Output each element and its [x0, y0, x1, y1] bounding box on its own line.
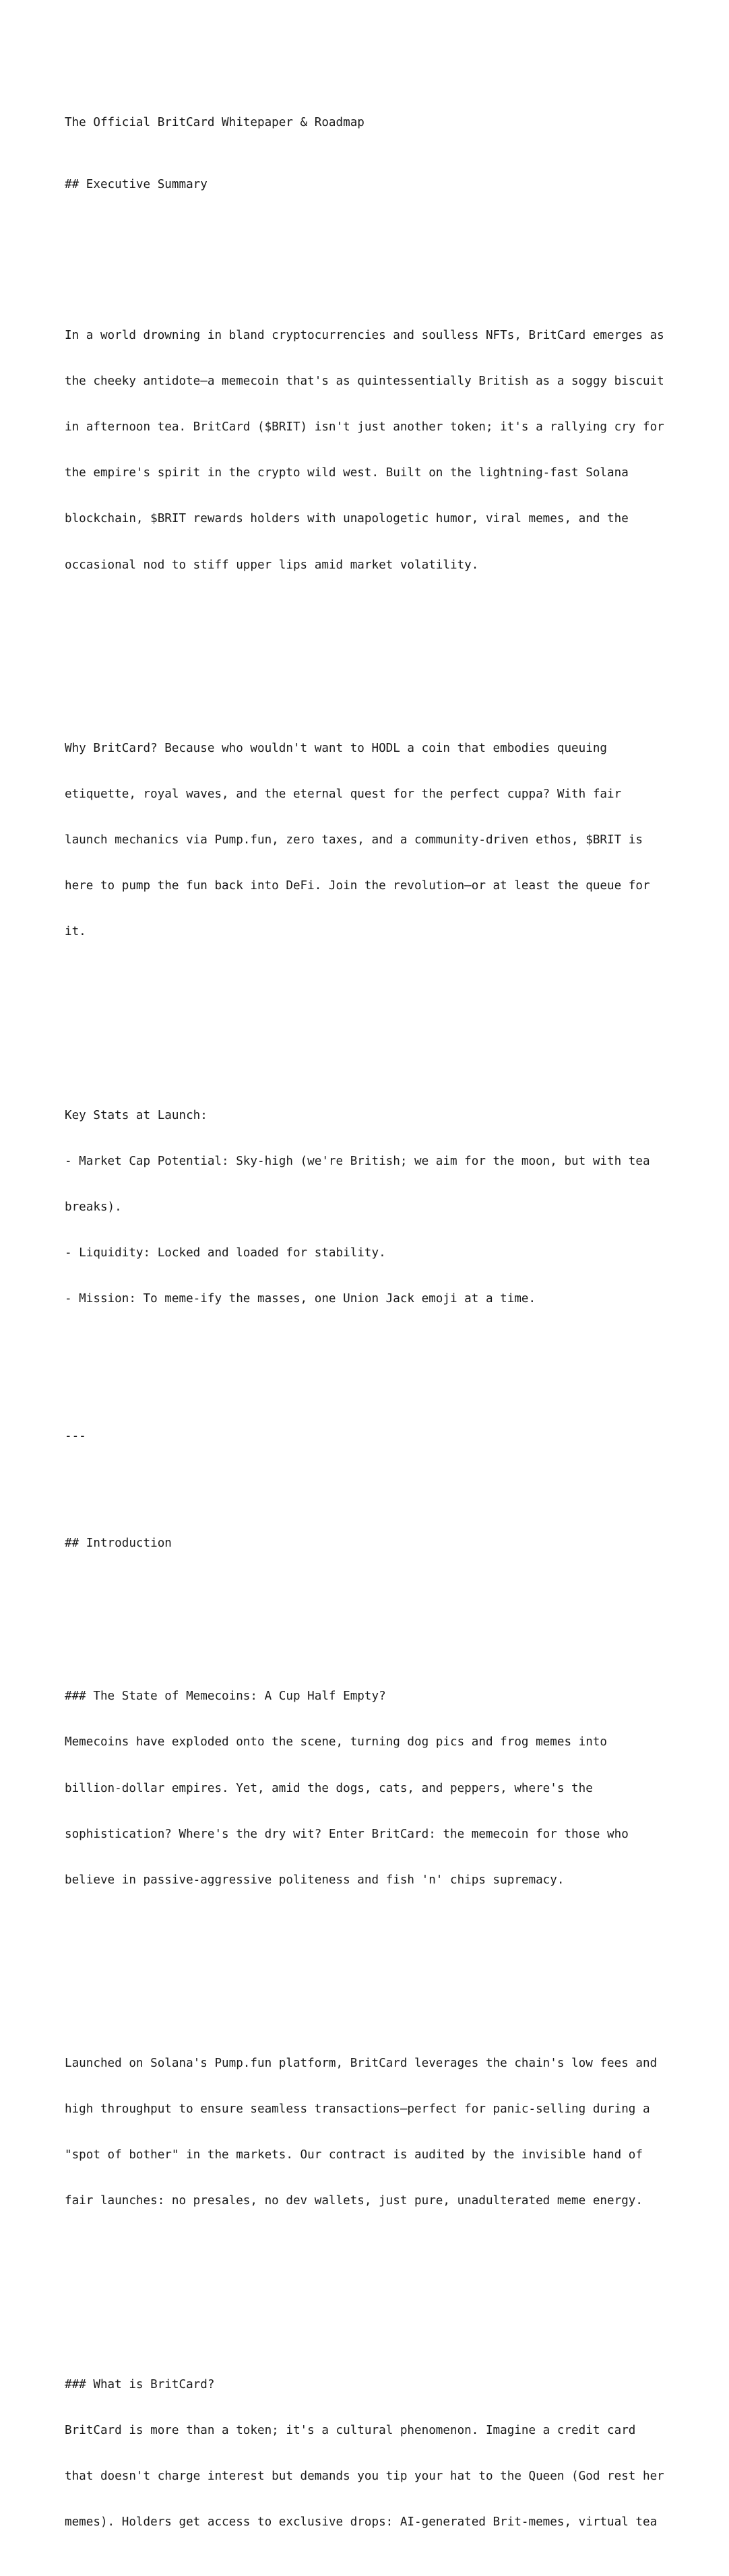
- section-state-of-memecoins: [65, 1659, 671, 1919]
- paragraph-launch: [65, 2026, 671, 2240]
- paragraph-line: believe in passive-aggressive politeness and fish 'n' chips supremacy.: [65, 1873, 565, 1887]
- list-item: - Market Cap Potential: Sky-high (we're British; we aim for the moon, but with tea: [65, 1154, 650, 1168]
- paragraph-line: In a world drowning in bland cryptocurrencies and soulless NFTs, BritCard emerges as: [65, 329, 664, 343]
- section-what-is-britcard: [65, 2346, 671, 2561]
- paragraph-line: the cheeky antidote—a memecoin that's as quintessentially British as a soggy biscuit: [65, 375, 664, 389]
- paragraph-line: high throughput to ensure seamless transactions—perfect for panic-selling during a: [65, 2102, 650, 2117]
- paragraph-line: Launched on Solana's Pump.fun platform, BritCard leverages the chain's low fees and: [65, 2057, 658, 2071]
- paragraph-line: BritCard is more than a token; it's a cultural phenomenon. Imagine a credit card: [65, 2423, 636, 2437]
- document-title: The Official BritCard Whitepaper & Roadmap: [65, 116, 364, 130]
- list-item: breaks).: [65, 1200, 122, 1214]
- paragraph-line: that doesn't charge interest but demands you tip your hat to the Queen (God rest her: [65, 2469, 664, 2483]
- paragraph-line: Memecoins have exploded onto the scene, turning dog pics and frog memes into: [65, 1735, 608, 1749]
- paragraph-line: in afternoon tea. BritCard ($BRIT) isn't just another token; it's a rallying cry for: [65, 420, 664, 434]
- paragraph-line: fair launches: no presales, no dev wallets, just pure, unadulterated meme energy.: [65, 2194, 643, 2208]
- paragraph-line: the empire's spirit in the crypto wild west. Built on the lightning-fast Solana: [65, 466, 629, 480]
- paragraph-line: occasional nod to stiff upper lips amid market volatility.: [65, 558, 479, 572]
- document-page: [65, 85, 671, 2576]
- subheading-what-is-britcard: ### What is BritCard?: [65, 2377, 215, 2391]
- paragraph-line: etiquette, royal waves, and the eternal quest for the perfect cuppa? With fair: [65, 787, 622, 802]
- key-stats-heading: Key Stats at Launch:: [65, 1108, 208, 1122]
- paragraph-line: it.: [65, 925, 86, 939]
- paragraph-line: launch mechanics via Pump.fun, zero taxes, and a community-driven ethos, $BRIT is: [65, 833, 643, 847]
- paragraph-line: Why BritCard? Because who wouldn't want to HODL a coin that embodies queuing: [65, 741, 608, 755]
- paragraph-intro: [65, 298, 671, 604]
- subheading-state-of-memecoins: ### The State of Memecoins: A Cup Half Empty?: [65, 1689, 386, 1704]
- list-item: - Mission: To meme-ify the masses, one Union Jack emoji at a time.: [65, 1292, 536, 1306]
- heading-executive-summary: ## Executive Summary: [65, 177, 208, 191]
- paragraph-line: "spot of bother" in the markets. Our contract is audited by the invisible hand of: [65, 2148, 643, 2162]
- paragraph-line: sophistication? Where's the dry wit? Enter BritCard: the memecoin for those who: [65, 1827, 629, 1841]
- paragraph-line: blockchain, $BRIT rewards holders with unapologetic humor, viral memes, and the: [65, 512, 629, 526]
- horizontal-rule: ---: [65, 1429, 86, 1444]
- paragraph-why: [65, 711, 671, 971]
- key-stats-list: [65, 1077, 671, 1337]
- paragraph-line: here to pump the fun back into DeFi. Join the revolution—or at least the queue for: [65, 879, 650, 893]
- heading-introduction: ## Introduction: [65, 1537, 172, 1551]
- list-item: - Liquidity: Locked and loaded for stability.: [65, 1246, 386, 1260]
- paragraph-line: billion-dollar empires. Yet, amid the dogs, cats, and peppers, where's the: [65, 1781, 593, 1795]
- paragraph-line: memes). Holders get access to exclusive drops: AI-generated Brit-memes, virtual tea: [65, 2515, 658, 2530]
